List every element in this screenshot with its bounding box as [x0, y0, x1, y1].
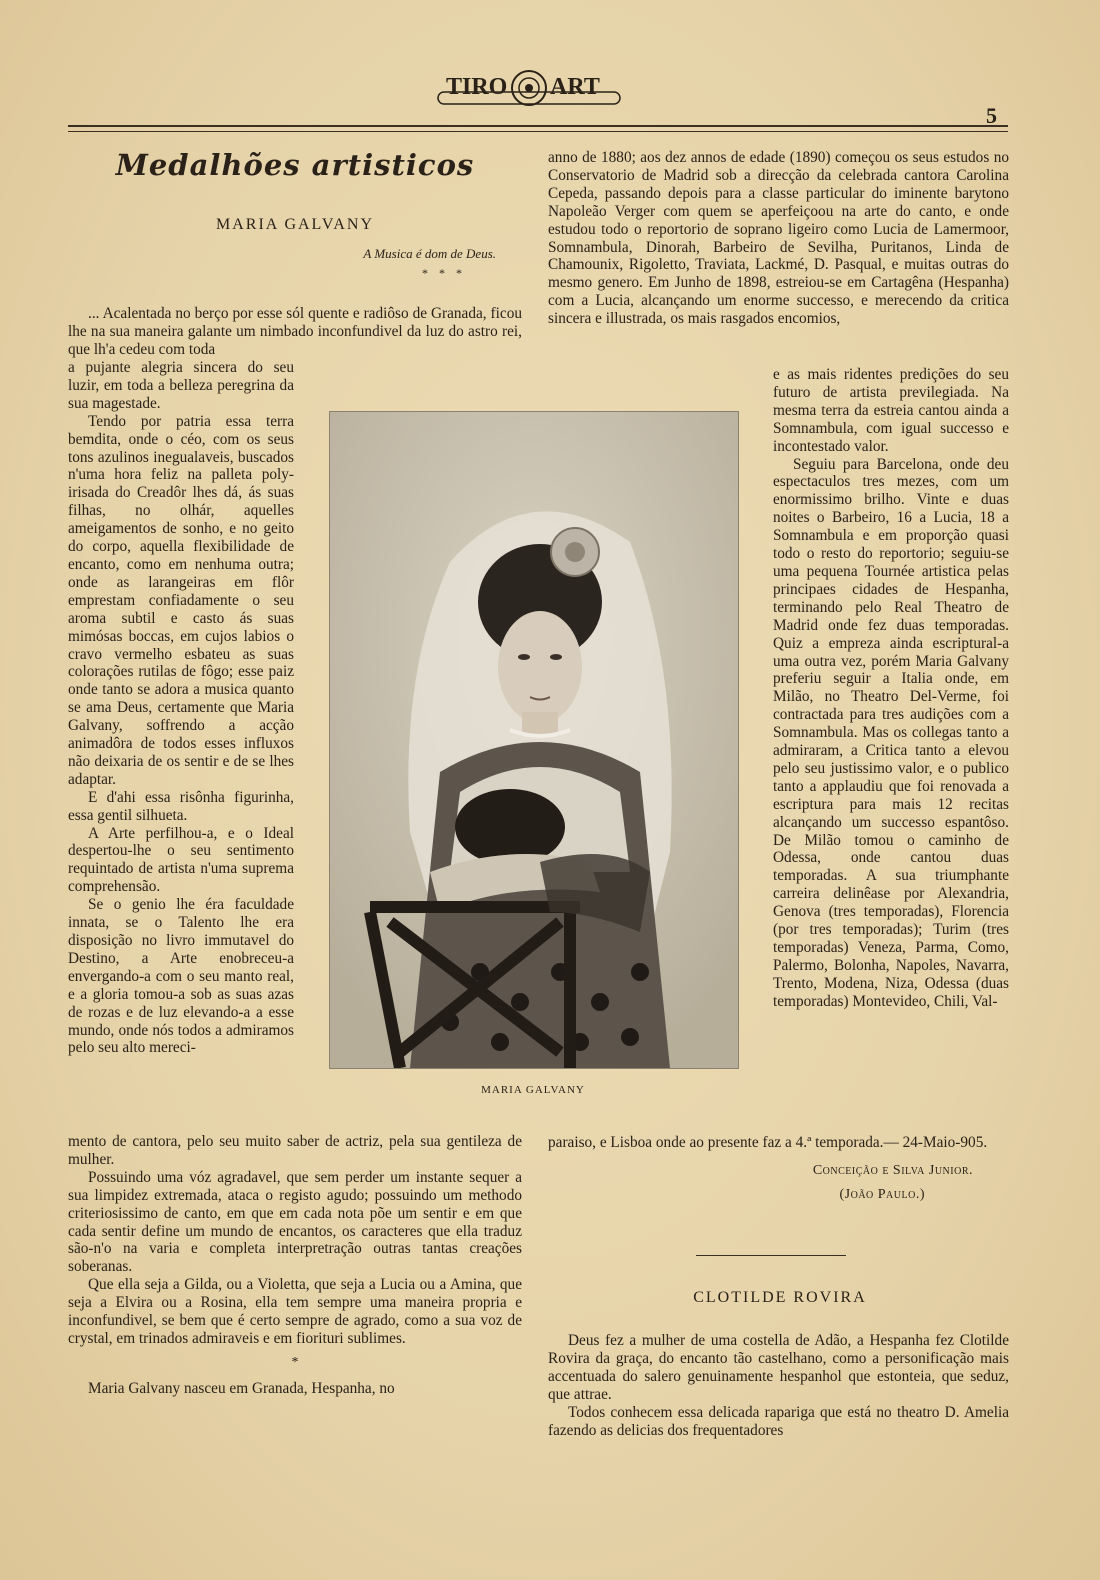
article-divider: [696, 1255, 846, 1256]
section-star: *: [291, 1354, 299, 1370]
paragraph-5: Se o genio lhe éra faculdade innata, se o Talento lhe era disposição no livro immutavel do Destino, a Arte enobreceu-a envergando-a com o seu manto real, e a gloria tomou-a sob as suas azas de rozas e de luz elevando-a a esse mundo, onde nós todos a admiramos pelo seu alto mereci-: [68, 896, 294, 1057]
photo-caption: MARIA GALVANY: [481, 1084, 585, 1096]
paragraph-r2: e as mais ridentes predições do seu futuro de artista previlegiada. Na mesma terra da estreia cantou ainda a Somnambula, com igual successo e incontestado valor.: [773, 366, 1009, 455]
article-title: MARIA GALVANY: [215, 216, 375, 233]
paragraph-7: Que ella seja a Gilda, ou a Violetta, que seja a Lucia ou a Amina, que seja a Elvira ou a Rosina, ella tem sempre uma maneira propria e inconfundivel, se bem que é certo sempre de agrado, como a sua voz de crystal, em trinados admiraveis e em fiorituri sublimes.: [68, 1276, 522, 1347]
right-column-top: [548, 149, 1009, 328]
paragraph-r3: Seguiu para Barcelona, onde deu espectaculos tres mezes, com um enormissimo brilho. Vinte e duas noites o Barbeiro, 16 a Lucia, 18 a Somnambula e em proporção quasi todo o resto do reportorio; seguiu-se uma pequena Tournée artistica pelas principaes cidades de Hespanha, terminando pelo Real Theatro de Madrid onde fez duas temporadas. Quiz a empreza ainda escriptural-a uma outra vez, porém Maria Galvany preferiu seguir a Italia onde, em Milão, no Theatro Del-Verme, foi contractada para tres audições com a Somnambula. Mas os collegas tanto a admiraram, a Critica tanto a elevou pelo seu justissimo valor, e o publico tanto a applaudiu que foi renovada a escriptura para mais 12 recitas alcançando um successo espantôso. De Milão tomou o caminho de Odessa, onde cantou duas temporadas. A sua triumphante carreira delinêase por Alexandria, Genova (tres temporadas), Florencia (por tres temporadas); Turim (tres temporadas) Veneza, Parma, Como, Palermo, Bolonha, Napoles, Navarra, Trento, Modena, Niza, Odessa (duas temporadas) Montevideo, Chili, Val-: [773, 455, 1009, 1010]
header-rule-thin: [68, 131, 1008, 132]
clotilde-article: [548, 1332, 1009, 1439]
paragraph-1-cont: a pujante alegria sincera do seu luzir, em toda a belleza peregrina da sua magestade.: [68, 359, 294, 412]
portrait-illustration: [330, 412, 738, 1068]
clotilde-title: CLOTILDE ROVIRA: [693, 1289, 867, 1306]
left-column-header: [68, 140, 522, 284]
signature-pseudonym: (João Paulo.): [839, 1186, 925, 1202]
page-number: 5: [986, 103, 997, 128]
section-stars: * * *: [422, 266, 466, 280]
paragraph-4: A Arte perfilhou-a, e o Ideal despertou-lhe o seu sentimento requintado de artista n'uma suprema comprehensão.: [68, 824, 294, 896]
narrow-column-right: [773, 366, 1009, 1011]
narrow-column-left: [68, 359, 294, 1057]
paragraph-r1: anno de 1880; aos dez annos de edade (1890) começou os seus estudos no Conservatorio de Madrid sob a direcção da celebrada cantora Carolina Cepeda, passando depois para a classe particular do iminente barytono Napoleão Verger com quem se aperfeiçoou na arte do canto, e onde estudou todo o reportorio de soprano ligeiro como Lucia de Lamermoor, Somnambula, Dinorah, Barbeiro de Sevilha, Puritanos, Linda de Chamounix, Rigoletto, Traviata, Lackmé, D. Pasqual, e muitas outras do mesmo genero. Em Junho de 1898, estreiou-se em Cartagêna (Hespanha) com a Lucia, alcançando um enorme successo, e merecendo da critica sincera e illustrada, os mais rasgados encomios,: [548, 149, 1009, 328]
paragraph-8: Maria Galvany nasceu em Granada, Hespanha, no: [88, 1379, 395, 1397]
paragraph-2: Tendo por patria essa terra bemdita, onde o céo, com os seus tons azulinos inegualaveis, buscados n'uma hora feliz na palleta poly-irisada do Creadôr lhes dá, ás suas filhas, no olhár, aquelles ameigamentos de sonho, e no geito do corpo, aquella flexibilidade de encanto, como em nenhuma outra; onde as larangeiras em flôr emprestam confiadamente o seu aroma subtil e casto ás suas mimósas boccas, em cujos labios o cravo vermelho esbateu as suas colorações rutilas de fôgo; esse paiz onde tanto se adora a musica quanto se ama Deus, certamente que Maria Galvany, soffrendo a acção animadôra de todos esses influxos não deixaria de os sentir e de se lhes adaptar.: [68, 412, 294, 788]
section-title: Medalhões artisticos: [115, 148, 475, 182]
masthead-text-left: TIRO: [446, 74, 508, 100]
portrait-photo: [329, 411, 739, 1069]
clotilde-paragraph-1: Deus fez a mulher de uma costella de Adão, a Hespanha fez Clotilde Rovira da graça, do encanto tão castelhano, como a personificação mais accentuada do salero genuinamente hespanhol que estonteia, que seduz, que attrae.: [548, 1332, 1009, 1403]
paragraph-5-cont: mento de cantora, pelo seu muito saber de actriz, pela sua gentileza de mulher.: [68, 1133, 522, 1168]
epigraph: A Musica é dom de Deus.: [363, 246, 496, 261]
left-column-lower: [68, 1133, 522, 1398]
clotilde-paragraph-2: Todos conhecem essa delicada rapariga que está no theatro D. Amelia fazendo as delicias dos frequentadores: [548, 1403, 1009, 1439]
masthead-text-right: ART: [550, 74, 600, 100]
masthead-logo: [436, 66, 622, 112]
paragraph-r4: paraiso, e Lisboa onde ao presente faz a 4.ª temporada.— 24-Maio-905.: [548, 1134, 988, 1151]
paragraph-opening: ... Acalentada no berço por esse sól quente e radiôso de Granada, ficou lhe na sua maneira galante um nimbado inconfundivel da luz do astro rei, que lh'a cedeu com toda: [68, 305, 522, 358]
right-column-lower: [548, 1134, 1009, 1204]
paragraph-3: E d'ahi essa risônha figurinha, essa gentil silhueta.: [68, 788, 294, 824]
header-rule: [68, 125, 1008, 127]
signature-name: Conceição e Silva Junior.: [812, 1162, 973, 1178]
paragraph-6: Possuindo uma vóz agradavel, que sem perder um instante sequer a sua limpidez extremada, ataca o registo agudo; possuindo um methodo criteriosissimo de canto, em que em cada nota põe um sentir e em que cada sentir define um mundo de encantos, os caracteres que ella traduz são-n'o na varia e completa interpretração outras tantas creações soberanas.: [68, 1168, 522, 1276]
